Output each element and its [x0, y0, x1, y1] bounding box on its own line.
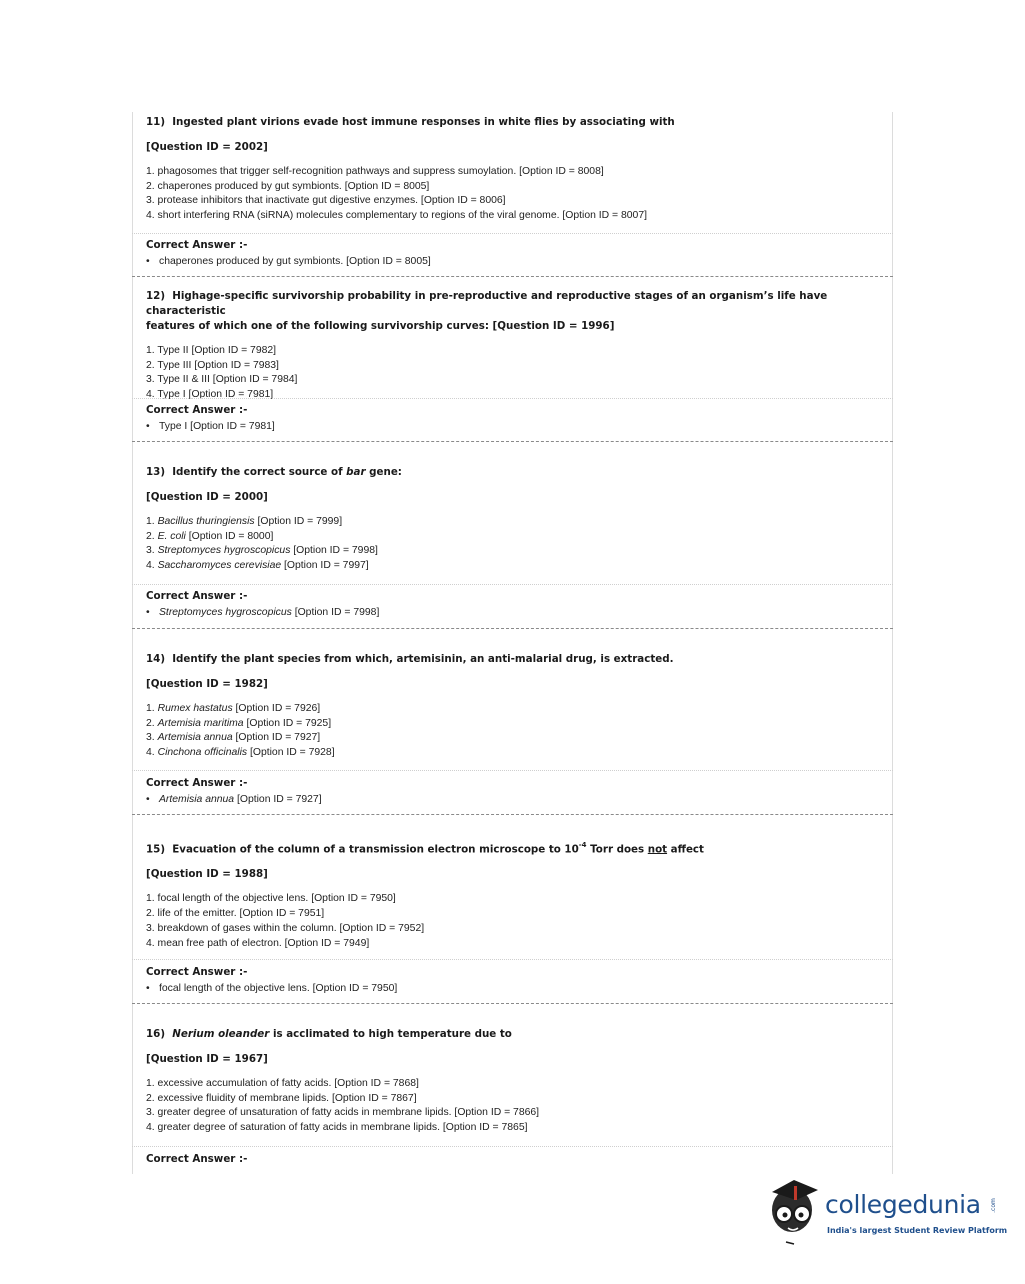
- option: 2. Type III [Option ID = 7983]: [146, 359, 279, 371]
- option: 1. phagosomes that trigger self-recognition pathways and suppress sumoylation. [Option ID = 8008]: [146, 166, 604, 177]
- option: 3. Type II & III [Option ID = 7984]: [146, 374, 298, 386]
- question-11: [146, 115, 886, 224]
- correct-answer: • Type I [Option ID = 7981]: [146, 421, 275, 432]
- option: 3. protease inhibitors that inactivate gut digestive enzymes. [Option ID = 8006]: [146, 195, 506, 207]
- options-list: [146, 702, 886, 761]
- divider: [132, 233, 893, 234]
- question-14: [146, 652, 886, 761]
- option: 4. mean free path of electron. [Option ID = 7949]: [146, 937, 370, 949]
- logo-suffix: .com: [989, 1198, 997, 1213]
- logo-tagline: India's largest Student Review Platform: [827, 1226, 1008, 1235]
- question-id: [Question ID = 2000]: [146, 491, 268, 503]
- option: 3. greater degree of unsaturation of fatty acids in membrane lipids. [Option ID = 7866]: [146, 1107, 540, 1119]
- question-title: 13) Identify the correct source of bar gene:: [146, 466, 402, 478]
- option: 2. Artemisia maritima [Option ID = 7925]: [146, 717, 332, 729]
- option: 4. short interfering RNA (siRNA) molecules complementary to regions of the viral genome. [Option ID = 8007]: [146, 210, 647, 222]
- correct-answer-label: Correct Answer :-: [146, 777, 248, 789]
- correct-answer: • Artemisia annua [Option ID = 7927]: [146, 794, 322, 805]
- option: 2. excessive fluidity of membrane lipids. [Option ID = 7867]: [146, 1092, 417, 1104]
- divider: [132, 1146, 893, 1147]
- correct-answer-label: Correct Answer :-: [146, 966, 248, 978]
- question-id: [Question ID = 2002]: [146, 141, 268, 153]
- option: 1. focal length of the objective lens. [Option ID = 7950]: [146, 893, 396, 905]
- option: 4. Saccharomyces cerevisiae [Option ID = 7997]: [146, 560, 369, 572]
- correct-answer-label: Correct Answer :-: [146, 1153, 248, 1165]
- divider: [132, 584, 893, 585]
- question-title: 12) Highage-specific survivorship probability in pre-reproductive and reproductive stages of an organism’s life have characteristic features of which one of the following survivorship curves: [Question ID = 1996]: [146, 290, 828, 332]
- divider: [132, 959, 893, 960]
- mascot-icon: [764, 1176, 824, 1248]
- question-sheet: [132, 112, 893, 1174]
- option: 2. E. coli [Option ID = 8000]: [146, 530, 274, 542]
- question-13: [146, 465, 886, 574]
- question-id: [Question ID = 1967]: [146, 1053, 268, 1065]
- collegedunia-logo: [764, 1176, 1008, 1248]
- option: 1. Bacillus thuringiensis [Option ID = 7999]: [146, 516, 343, 527]
- options-list: [146, 344, 886, 403]
- divider: [132, 398, 893, 399]
- option: 2. life of the emitter. [Option ID = 7951]: [146, 908, 325, 920]
- question-separator: [132, 1003, 893, 1004]
- option: 1. Rumex hastatus [Option ID = 7926]: [146, 703, 321, 714]
- question-separator: [132, 628, 893, 629]
- correct-answer: • focal length of the objective lens. [Option ID = 7950]: [146, 983, 398, 994]
- option: 4. Type I [Option ID = 7981]: [146, 389, 274, 401]
- question-title: 11) Ingested plant virions evade host immune responses in white flies by associating with: [146, 116, 675, 128]
- option: 4. Cinchona officinalis [Option ID = 7928]: [146, 747, 335, 759]
- option: 3. Streptomyces hygroscopicus [Option ID = 7998]: [146, 545, 378, 557]
- question-title: 15) Evacuation of the column of a transmission electron microscope to $10^{-4}$ Torr does not affect: [146, 841, 704, 856]
- question-id: [Question ID = 1982]: [146, 678, 268, 690]
- logo-wordmark: collegedunia: [825, 1190, 981, 1219]
- option: 3. breakdown of gases within the column. [Option ID = 7952]: [146, 922, 425, 934]
- question-16: [146, 1027, 886, 1136]
- options-list: [146, 892, 886, 951]
- correct-answer: • chaperones produced by gut symbionts. [Option ID = 8005]: [146, 256, 431, 267]
- correct-answer-label: Correct Answer :-: [146, 239, 248, 251]
- correct-answer-label: Correct Answer :-: [146, 590, 248, 602]
- question-separator: [132, 814, 893, 815]
- correct-answer: • Streptomyces hygroscopicus [Option ID = 7998]: [146, 607, 380, 618]
- question-12: [146, 289, 886, 403]
- correct-answer-label: Correct Answer :-: [146, 404, 248, 416]
- option: 3. Artemisia annua [Option ID = 7927]: [146, 732, 321, 744]
- divider: [132, 770, 893, 771]
- option: 4. greater degree of saturation of fatty acids in membrane lipids. [Option ID = 7865]: [146, 1122, 528, 1134]
- options-list: [146, 515, 886, 574]
- option: 1. Type II [Option ID = 7982]: [146, 345, 277, 356]
- options-list: [146, 165, 886, 224]
- option: 1. excessive accumulation of fatty acids. [Option ID = 7868]: [146, 1078, 419, 1089]
- question-separator: [132, 441, 893, 442]
- question-separator: [132, 276, 893, 277]
- question-15: [146, 839, 886, 951]
- options-list: [146, 1077, 886, 1136]
- question-id: [Question ID = 1988]: [146, 868, 268, 881]
- question-title: 14) Identify the plant species from which, artemisinin, an anti-malarial drug, is extracted.: [146, 653, 674, 665]
- question-title: 16) Nerium oleander is acclimated to high temperature due to: [146, 1028, 512, 1040]
- option: 2. chaperones produced by gut symbionts. [Option ID = 8005]: [146, 180, 430, 192]
